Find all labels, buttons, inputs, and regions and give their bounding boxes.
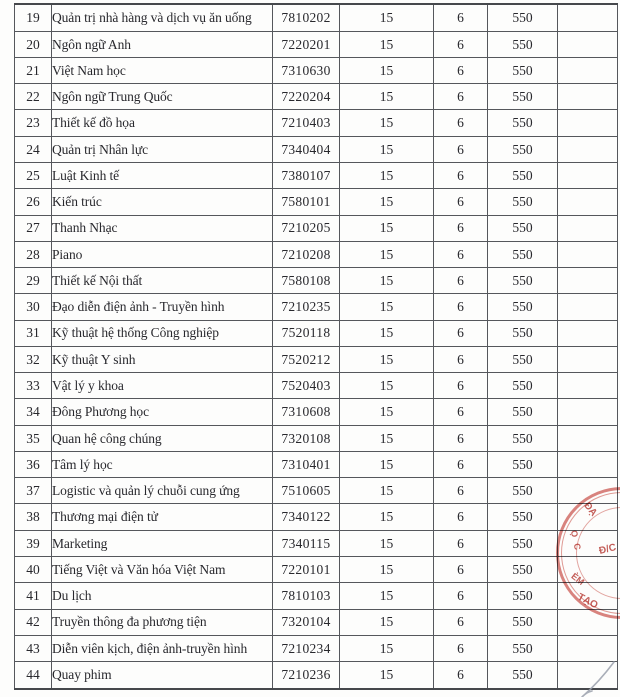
cell-row-number: 43 [15, 635, 52, 661]
cell-program-name: Truyền thông đa phương tiện [52, 609, 273, 635]
cell-value-1: 15 [340, 294, 434, 320]
cell-value-1: 15 [340, 268, 434, 294]
cell-value-2: 6 [434, 294, 488, 320]
cell-value-2: 6 [434, 451, 488, 477]
cell-row-number: 42 [15, 609, 52, 635]
cell-empty [558, 451, 618, 477]
table-row [15, 4, 618, 31]
cell-value-1: 15 [340, 320, 434, 346]
cell-value-3: 550 [488, 530, 558, 556]
cell-program-code: 7220204 [273, 84, 340, 110]
cell-program-name: Đông Phương học [52, 399, 273, 425]
table-row [15, 294, 618, 320]
cell-program-code: 7320104 [273, 609, 340, 635]
cell-value-2: 6 [434, 635, 488, 661]
cell-value-3: 550 [488, 609, 558, 635]
cell-value-2: 6 [434, 373, 488, 399]
cell-program-code: 7810202 [273, 4, 340, 31]
cell-value-2: 6 [434, 4, 488, 31]
stamp-text-fragment: Ọ C [568, 529, 584, 553]
cell-program-name: Tâm lý học [52, 451, 273, 477]
cell-empty [558, 189, 618, 215]
cell-row-number: 38 [15, 504, 52, 530]
cell-value-2: 6 [434, 84, 488, 110]
cell-row-number: 23 [15, 110, 52, 136]
table-row [15, 425, 618, 451]
cell-program-name: Ngôn ngữ Trung Quốc [52, 84, 273, 110]
cell-program-code: 7380107 [273, 163, 340, 189]
cell-empty [558, 320, 618, 346]
cell-value-3: 550 [488, 399, 558, 425]
cell-program-code: 7340404 [273, 136, 340, 162]
cell-program-code: 7810103 [273, 583, 340, 609]
cell-program-code: 7210403 [273, 110, 340, 136]
cell-program-name: Thiết kế Nội thất [52, 268, 273, 294]
cell-value-1: 15 [340, 609, 434, 635]
cell-program-code: 7210235 [273, 294, 340, 320]
cell-empty [558, 425, 618, 451]
cell-program-name: Quay phim [52, 662, 273, 689]
cell-value-1: 15 [340, 556, 434, 582]
cell-empty [558, 84, 618, 110]
stamp-text-fragment: ÈM [569, 570, 587, 588]
cell-program-code: 7310401 [273, 451, 340, 477]
cell-value-2: 6 [434, 136, 488, 162]
cell-program-name: Quản trị nhà hàng và dịch vụ ăn uống [52, 4, 273, 31]
cell-row-number: 31 [15, 320, 52, 346]
table-row [15, 530, 618, 556]
cell-value-3: 550 [488, 163, 558, 189]
cell-row-number: 22 [15, 84, 52, 110]
cell-value-2: 6 [434, 31, 488, 57]
cell-program-code: 7210236 [273, 662, 340, 689]
cell-value-1: 15 [340, 189, 434, 215]
cell-value-3: 550 [488, 346, 558, 372]
cell-row-number: 40 [15, 556, 52, 582]
cell-value-1: 15 [340, 373, 434, 399]
cell-program-code: 7210205 [273, 215, 340, 241]
cell-value-2: 6 [434, 399, 488, 425]
cell-row-number: 29 [15, 268, 52, 294]
cell-row-number: 41 [15, 583, 52, 609]
cell-value-2: 6 [434, 425, 488, 451]
table-row [15, 136, 618, 162]
cell-row-number: 35 [15, 425, 52, 451]
cell-program-code: 7220101 [273, 556, 340, 582]
cell-program-code: 7580108 [273, 268, 340, 294]
cell-row-number: 24 [15, 136, 52, 162]
cell-value-2: 6 [434, 189, 488, 215]
cell-value-1: 15 [340, 136, 434, 162]
cell-empty [558, 346, 618, 372]
stamp-text-fragment: ĐẠ [581, 500, 600, 519]
table-row [15, 609, 618, 635]
cell-row-number: 21 [15, 57, 52, 83]
cell-empty [558, 110, 618, 136]
cell-program-name: Kỹ thuật Y sinh [52, 346, 273, 372]
cell-value-2: 6 [434, 609, 488, 635]
cell-value-1: 15 [340, 84, 434, 110]
signature-stroke [558, 652, 620, 697]
cell-row-number: 34 [15, 399, 52, 425]
cell-value-3: 550 [488, 241, 558, 267]
cell-value-1: 15 [340, 662, 434, 689]
cell-value-3: 550 [488, 635, 558, 661]
cell-program-name: Việt Nam học [52, 57, 273, 83]
cell-value-3: 550 [488, 583, 558, 609]
cell-program-code: 7520212 [273, 346, 340, 372]
cell-value-1: 15 [340, 451, 434, 477]
table-row [15, 556, 618, 582]
table-body [15, 4, 618, 689]
cell-program-name: Vật lý y khoa [52, 373, 273, 399]
cell-row-number: 19 [15, 4, 52, 31]
table-row [15, 57, 618, 83]
table-row [15, 31, 618, 57]
table-row [15, 399, 618, 425]
cell-row-number: 36 [15, 451, 52, 477]
cell-program-name: Thanh Nhạc [52, 215, 273, 241]
cell-empty [558, 31, 618, 57]
cell-value-1: 15 [340, 215, 434, 241]
cell-empty [558, 241, 618, 267]
cell-value-3: 550 [488, 57, 558, 83]
cell-value-3: 550 [488, 268, 558, 294]
cell-program-code: 7310608 [273, 399, 340, 425]
cell-value-2: 6 [434, 478, 488, 504]
cell-value-3: 550 [488, 189, 558, 215]
cell-program-code: 7310630 [273, 57, 340, 83]
cell-value-2: 6 [434, 241, 488, 267]
cell-program-code: 7520118 [273, 320, 340, 346]
cell-program-code: 7220201 [273, 31, 340, 57]
cell-program-code: 7340122 [273, 504, 340, 530]
cell-empty [558, 294, 618, 320]
cell-value-1: 15 [340, 241, 434, 267]
table-row [15, 478, 618, 504]
cell-empty [558, 215, 618, 241]
table-row [15, 189, 618, 215]
cell-value-3: 550 [488, 136, 558, 162]
cell-program-name: Piano [52, 241, 273, 267]
table-row [15, 451, 618, 477]
cell-row-number: 20 [15, 31, 52, 57]
cell-value-3: 550 [488, 451, 558, 477]
cell-value-1: 15 [340, 346, 434, 372]
cell-value-1: 15 [340, 425, 434, 451]
cell-row-number: 27 [15, 215, 52, 241]
cell-value-3: 550 [488, 294, 558, 320]
cell-empty [558, 399, 618, 425]
table-row [15, 84, 618, 110]
cell-row-number: 28 [15, 241, 52, 267]
cell-value-3: 550 [488, 556, 558, 582]
cell-value-1: 15 [340, 478, 434, 504]
cell-program-name: Diễn viên kịch, điện ảnh-truyền hình [52, 635, 273, 661]
table-row [15, 268, 618, 294]
cell-value-2: 6 [434, 530, 488, 556]
admissions-table [14, 3, 618, 690]
table-row [15, 662, 618, 689]
cell-row-number: 26 [15, 189, 52, 215]
cell-value-2: 6 [434, 583, 488, 609]
cell-empty [558, 57, 618, 83]
stamp-text-fragment: TẠO [575, 591, 600, 612]
cell-program-code: 7210208 [273, 241, 340, 267]
cell-program-name: Kỹ thuật hệ thống Công nghiệp [52, 320, 273, 346]
cell-value-1: 15 [340, 4, 434, 31]
table-row [15, 163, 618, 189]
cell-value-1: 15 [340, 399, 434, 425]
cell-program-code: 7580101 [273, 189, 340, 215]
cell-program-name: Đạo diễn điện ảnh - Truyền hình [52, 294, 273, 320]
table-row [15, 583, 618, 609]
cell-row-number: 33 [15, 373, 52, 399]
cell-value-1: 15 [340, 110, 434, 136]
cell-value-3: 550 [488, 31, 558, 57]
cell-value-1: 15 [340, 530, 434, 556]
cell-value-2: 6 [434, 346, 488, 372]
cell-value-1: 15 [340, 57, 434, 83]
table-row [15, 110, 618, 136]
cell-value-3: 550 [488, 84, 558, 110]
cell-value-2: 6 [434, 57, 488, 83]
stamp-text-fragment: Đ/C [597, 542, 618, 557]
cell-value-3: 550 [488, 4, 558, 31]
cell-value-2: 6 [434, 215, 488, 241]
cell-program-name: Du lịch [52, 583, 273, 609]
cell-value-2: 6 [434, 110, 488, 136]
cell-value-2: 6 [434, 163, 488, 189]
cell-program-code: 7340115 [273, 530, 340, 556]
cell-value-2: 6 [434, 662, 488, 689]
cell-value-2: 6 [434, 504, 488, 530]
cell-value-3: 550 [488, 110, 558, 136]
cell-empty [558, 136, 618, 162]
table-row [15, 215, 618, 241]
cell-program-code: 7320108 [273, 425, 340, 451]
cell-value-1: 15 [340, 504, 434, 530]
cell-value-3: 550 [488, 478, 558, 504]
cell-empty [558, 4, 618, 31]
cell-program-name: Luật Kinh tế [52, 163, 273, 189]
cell-empty [558, 163, 618, 189]
table-row [15, 504, 618, 530]
table-row [15, 346, 618, 372]
table-row [15, 373, 618, 399]
cell-program-name: Marketing [52, 530, 273, 556]
cell-program-name: Quan hệ công chúng [52, 425, 273, 451]
cell-value-3: 550 [488, 320, 558, 346]
cell-value-3: 550 [488, 425, 558, 451]
cell-row-number: 25 [15, 163, 52, 189]
cell-value-3: 550 [488, 504, 558, 530]
cell-program-name: Logistic và quản lý chuỗi cung ứng [52, 478, 273, 504]
cell-program-name: Kiến trúc [52, 189, 273, 215]
cell-row-number: 32 [15, 346, 52, 372]
cell-empty [558, 268, 618, 294]
cell-program-name: Tiếng Việt và Văn hóa Việt Nam [52, 556, 273, 582]
table-row [15, 241, 618, 267]
cell-row-number: 39 [15, 530, 52, 556]
table-row [15, 635, 618, 661]
cell-program-name: Quản trị Nhân lực [52, 136, 273, 162]
cell-value-3: 550 [488, 373, 558, 399]
cell-value-2: 6 [434, 320, 488, 346]
cell-row-number: 37 [15, 478, 52, 504]
cell-row-number: 44 [15, 662, 52, 689]
cell-value-1: 15 [340, 635, 434, 661]
cell-program-name: Ngôn ngữ Anh [52, 31, 273, 57]
cell-program-code: 7510605 [273, 478, 340, 504]
cell-value-1: 15 [340, 583, 434, 609]
cell-value-2: 6 [434, 556, 488, 582]
cell-row-number: 30 [15, 294, 52, 320]
cell-value-1: 15 [340, 163, 434, 189]
cell-value-3: 550 [488, 215, 558, 241]
table-row [15, 320, 618, 346]
cell-program-name: Thiết kế đồ họa [52, 110, 273, 136]
cell-program-name: Thương mại điện tử [52, 504, 273, 530]
cell-value-2: 6 [434, 268, 488, 294]
cell-value-3: 550 [488, 662, 558, 689]
cell-value-1: 15 [340, 31, 434, 57]
cell-empty [558, 373, 618, 399]
cell-program-code: 7210234 [273, 635, 340, 661]
cell-program-code: 7520403 [273, 373, 340, 399]
